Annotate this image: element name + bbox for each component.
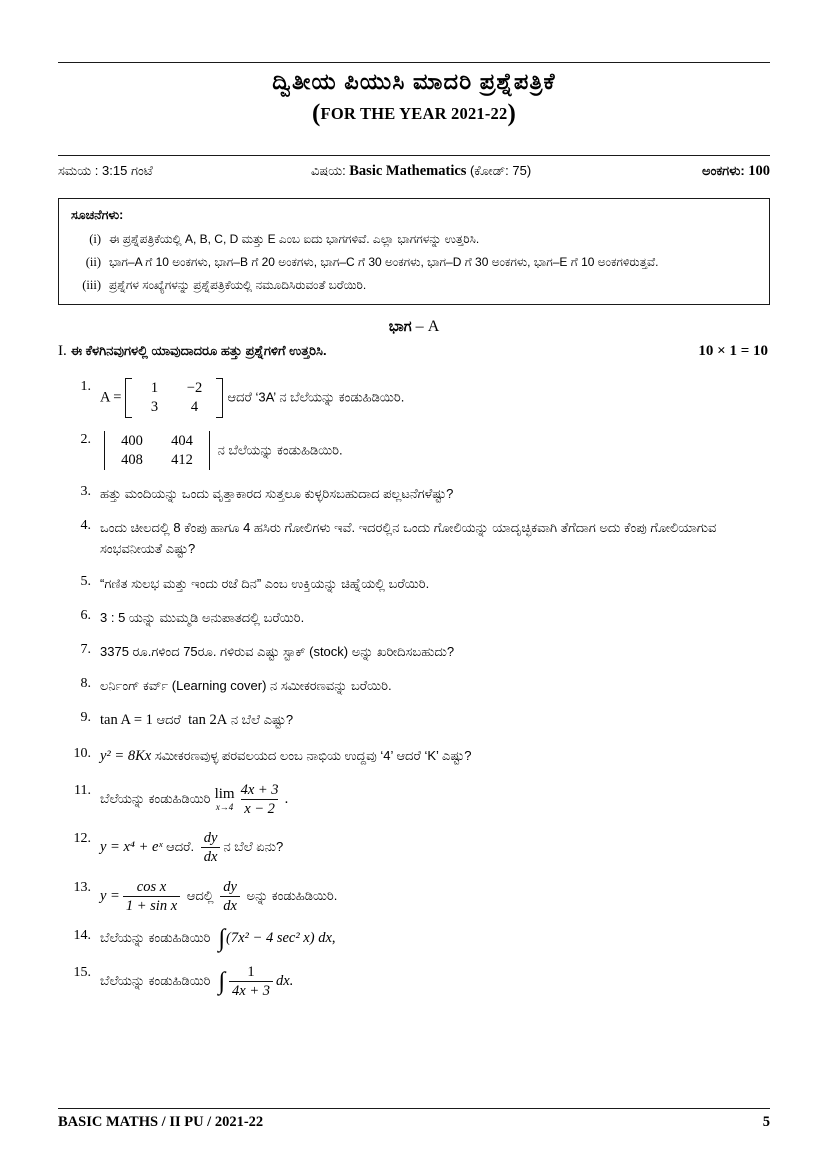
exam-max-marks	[571, 163, 770, 180]
question-number: 13.	[73, 879, 91, 895]
question-body: 3 : 5 ಯನ್ನು ಮುಮ್ಮಡಿ ಅನುಪಾತದಲ್ಲಿ ಬರೆಯಿರಿ.	[100, 609, 305, 625]
matrix-right-bracket	[216, 378, 223, 418]
fraction-numerator: 4x + 3	[240, 781, 279, 798]
part-heading-dash: –	[415, 318, 424, 335]
instructions-box	[58, 198, 770, 305]
question-item	[58, 483, 770, 504]
matrix-cells	[132, 378, 216, 418]
question-number: 5.	[80, 573, 91, 589]
part-heading-letter: A	[427, 318, 440, 335]
fraction	[229, 964, 273, 999]
instruction-text: ಭಾಗ–A ಗೆ 10 ಅಂಕಗಳು, ಭಾಗ–B ಗೆ 20 ಅಂಕಗಳು, ಭಾಗ–C ಗೆ 30 ಅಂಕಗಳು, ಭಾಗ–D ಗೆ 30 ಅಂಕಗಳು, ಭಾಗ–E ಗೆ 10 ಅಂಕಗಳಿರುತ್ತವೆ.	[109, 254, 659, 269]
section-instruction-text: ಈ ಕೆಳಗಿನವುಗಳಲ್ಲಿ ಯಾವುದಾದರೂ ಹತ್ತು ಪ್ರಶ್ನೆಗಳಿಗೆ ಉತ್ತರಿಸಿ.	[70, 343, 327, 358]
question-period: ,	[331, 930, 336, 947]
question-item	[58, 782, 770, 817]
page-footer	[58, 1114, 770, 1131]
fraction-numerator: 1	[247, 963, 255, 980]
footer-rule	[58, 1108, 770, 1109]
matrix-cell: 412	[171, 451, 193, 468]
question-number: 7.	[80, 641, 91, 657]
section-marks: 10 × 1 = 10	[698, 343, 768, 359]
question-number: 1.	[80, 379, 91, 394]
question-tail-text: ಆದರೆ ‘3A’ ನ ಬೆಲೆಯನ್ನು ಕಂಡುಹಿಡಿಯಿರಿ.	[227, 389, 405, 405]
question-text-end: ನ ಬೆಲೆ ಏನು?	[223, 839, 284, 855]
question-list	[58, 378, 770, 1012]
question-number: 3.	[80, 484, 91, 500]
fraction-denominator: 4x + 3	[229, 981, 273, 999]
instruction-number: (ii)	[85, 254, 101, 269]
section-instruction	[58, 343, 698, 360]
matrix-cell: 404	[171, 432, 193, 449]
question-item	[58, 879, 770, 914]
instruction-number: (i)	[89, 232, 101, 246]
question-number: 9.	[80, 709, 91, 725]
question-item	[58, 925, 770, 953]
integral-icon: ∫	[218, 925, 226, 953]
question-equation: y² = 8Kx	[100, 748, 152, 765]
question-equation: y = x⁴ + eˣ	[100, 839, 163, 856]
max-marks-label: ಅಂಕಗಳು:	[702, 163, 745, 178]
question-expression-pre: tan A = 1	[100, 711, 153, 728]
question-body: ಹತ್ತು ಮಂದಿಯನ್ನು ಒಂದು ವೃತ್ತಾಕಾರದ ಸುತ್ತಲೂ ಕುಳ್ಳರಿಸಬಹುದಾದ ಪಲ್ಲಟನೆಗಳೆಷ್ಟು?	[100, 486, 454, 502]
page-title-english	[58, 100, 770, 128]
limit-subscript: x→4	[215, 801, 234, 812]
fraction-numerator: cos x	[136, 878, 167, 895]
question-item	[58, 709, 770, 732]
question-text: ಬೆಲೆಯನ್ನು ಕಂಡುಹಿಡಿಯಿರಿ	[100, 972, 211, 988]
instruction-item	[71, 253, 757, 272]
determinant-bars	[104, 431, 210, 471]
header-top-rule	[58, 62, 770, 63]
matrix-row	[107, 432, 207, 451]
question-item	[58, 431, 770, 471]
question-body: 3375 ರೂ.ಗಳಿಂದ 75ರೂ. ಗಳಿರುವ ಎಷ್ಟು ಸ್ಟಾಕ್ (stock) ಅನ್ನು ಖರೀದಿಸಬಹುದು?	[100, 643, 455, 659]
part-heading-kannada: ಭಾಗ	[388, 319, 412, 335]
instruction-item	[71, 276, 757, 295]
matrix-row	[107, 451, 207, 470]
question-body	[100, 830, 770, 865]
instruction-number: (iii)	[82, 277, 101, 292]
page-title-kannada: ದ್ವಿತೀಯ ಪಿಯುಸಿ ಮಾದರಿ ಪ್ರಶ್ನೆಪತ್ರಿಕೆ	[272, 69, 556, 94]
instructions-heading: ಸೂಚನೆಗಳು:	[71, 208, 124, 222]
question-text-end: ಅನ್ನು ಕಂಡುಹಿಡಿಯಿರಿ.	[246, 887, 338, 903]
section-instruction-row	[58, 343, 770, 360]
title-paren-close: )	[507, 100, 516, 128]
header-bottom-rule	[58, 155, 770, 156]
fraction-denominator: x − 2	[241, 799, 278, 817]
max-marks-value: 100	[748, 163, 770, 179]
question-number: 10.	[73, 746, 91, 762]
derivative-fraction	[220, 879, 240, 914]
question-item	[58, 675, 770, 696]
derivative-fraction	[201, 830, 221, 865]
exam-time: ಸಮಯ : 3:15 ಗಂಟೆ	[58, 163, 153, 178]
matrix-row	[134, 398, 214, 417]
instruction-text: ಈ ಪ್ರಶ್ನೆಪತ್ರಿಕೆಯಲ್ಲಿ A, B, C, D ಮತ್ತು E ಎಂಬ ಐದು ಭಾಗಗಳಿವೆ. ಎಲ್ಲಾ ಭಾಗಗಳನ್ನು ಉತ್ತರಿಸಿ.	[109, 232, 480, 246]
matrix-cell: 408	[121, 451, 143, 468]
matrix-bracket	[125, 378, 223, 418]
question-text: ಬೆಲೆಯನ್ನು ಕಂಡುಹಿಡಿಯಿರಿ	[100, 790, 211, 806]
page-header	[58, 68, 770, 128]
question-text-mid: ಆದರೆ.	[166, 839, 195, 855]
fraction	[123, 879, 180, 914]
exam-subject	[272, 163, 571, 180]
matrix-cell: 1	[150, 380, 159, 396]
question-number: 11.	[74, 782, 91, 798]
integral-icon: ∫	[218, 967, 226, 995]
question-item	[58, 378, 770, 418]
question-body	[100, 378, 770, 418]
footer-page-number: 5	[762, 1114, 770, 1130]
integrand-differential: dx.	[276, 972, 294, 989]
subject-name: Basic Mathematics	[349, 163, 467, 179]
question-number: 8.	[80, 675, 91, 691]
question-body	[100, 879, 770, 914]
question-text: ಬೆಲೆಯನ್ನು ಕಂಡುಹಿಡಿಯಿರಿ	[100, 930, 211, 946]
question-item	[58, 641, 770, 662]
question-body	[100, 745, 770, 768]
title-paren-open: (	[312, 100, 321, 128]
matrix-cells	[105, 431, 209, 471]
question-item	[58, 573, 770, 594]
limit-operator	[215, 787, 235, 812]
subject-code: (ಕೋಡ್: 75)	[469, 163, 532, 178]
matrix-cell: 4	[190, 398, 199, 415]
determinant-right-bar	[209, 431, 210, 471]
matrix-row	[134, 379, 214, 398]
question-number: 12.	[73, 831, 91, 847]
limit-symbol: lim	[214, 785, 235, 802]
fraction-numerator: dy	[223, 878, 237, 895]
question-body	[100, 709, 770, 732]
question-equation-lhs: y =	[100, 887, 120, 904]
footer-paper-label: BASIC MATHS / II PU / 2021-22	[58, 1114, 264, 1130]
page-content-area	[58, 0, 770, 1169]
question-expression-post: tan 2A	[188, 711, 228, 728]
question-body	[100, 782, 770, 817]
question-item	[58, 517, 770, 559]
question-item	[58, 607, 770, 628]
matrix-cell: 3	[150, 398, 159, 415]
question-number: 2.	[80, 431, 91, 447]
question-number: 14.	[73, 928, 91, 944]
question-number: 4.	[80, 518, 91, 534]
question-body	[100, 925, 770, 953]
section-roman-numeral: I.	[58, 343, 67, 359]
question-number: 6.	[80, 607, 91, 623]
matrix-cell: −2	[186, 380, 203, 396]
question-body: ಲರ್ನಿಂಗ್ ಕರ್ವ್ (Learning cover) ನ ಸಮೀಕರಣವನ್ನು ಬರೆಯಿರಿ.	[100, 677, 392, 693]
fraction-denominator: dx	[220, 896, 240, 914]
question-number: 15.	[73, 964, 91, 980]
question-tail-text: ನ ಬೆಲೆಯನ್ನು ಕಂಡುಹಿಡಿಯಿರಿ.	[217, 441, 343, 457]
exam-meta-row	[58, 163, 770, 180]
question-period: .	[284, 790, 289, 807]
fraction	[238, 782, 282, 817]
matrix-cell: 400	[121, 432, 143, 449]
title-english-text: FOR THE YEAR 2021-22	[320, 104, 508, 124]
integrand-expression: (7x² − 4 sec² x) dx	[226, 930, 332, 947]
subject-label: ವಿಷಯ:	[311, 163, 346, 178]
question-lead-expression: A =	[100, 389, 122, 406]
question-body: ಒಂದು ಚೀಲದಲ್ಲಿ 8 ಕೆಂಪು ಹಾಗೂ 4 ಹಸಿರು ಗೋಲಿಗಳು ಇವೆ. ಇದರಲ್ಲಿನ ಒಂದು ಗೋಲಿಯನ್ನು ಯಾದೃಚ್ಛಿಕವಾಗಿ ತೆಗೆದಾಗ ಅದು ಕೆಂಪು ಗೋಲಿಯಾಗುವ ಸಂಭವನೀಯತೆ ಎಷ್ಟು?	[100, 520, 717, 557]
question-item	[58, 964, 770, 999]
question-body	[100, 431, 770, 471]
question-text-mid: ಆದರೆ	[156, 711, 181, 727]
question-item	[58, 745, 770, 768]
question-text-mid: ಆದಲ್ಲಿ	[186, 887, 214, 903]
matrix-left-bracket	[125, 378, 132, 418]
question-body: “ಗಣಿತ ಸುಲಭ ಮತ್ತು ಇಂದು ರಜೆ ದಿನ” ಎಂಬ ಉಕ್ತಿಯನ್ನು ಚಿಹ್ನೆಯಲ್ಲಿ ಬರೆಯಿರಿ.	[100, 575, 430, 591]
question-text: ಸಮೀಕರಣವುಳ್ಳ ಪರವಲಯದ ಲಂಬ ನಾಭಿಯ ಉದ್ದವು ‘4’ ಆದರೆ ‘K’ ಎಷ್ಟು?	[154, 748, 472, 764]
question-text-end: ನ ಬೆಲೆ ಎಷ್ಟು?	[230, 711, 294, 727]
fraction-numerator: dy	[203, 830, 218, 847]
fraction-denominator: 1 + sin x	[123, 896, 180, 914]
fraction-denominator: dx	[201, 847, 221, 865]
question-body	[100, 964, 770, 999]
instruction-text: ಪ್ರಶ್ನೆಗಳ ಸಂಖ್ಯೆಗಳನ್ನು ಪ್ರಶ್ನೆಪತ್ರಿಕೆಯಲ್ಲಿ ನಮೂದಿಸಿರುವಂತೆ ಬರೆಯಿರಿ.	[109, 277, 367, 292]
part-heading	[58, 318, 770, 336]
question-item	[58, 830, 770, 865]
instruction-item	[71, 230, 757, 249]
